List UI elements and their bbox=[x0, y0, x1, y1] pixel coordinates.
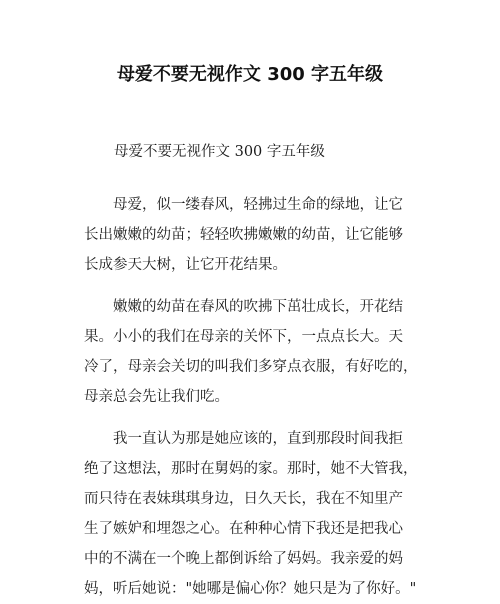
paragraph-line: 妈，听后她说："她哪是偏心你？她只是为了你好。" bbox=[84, 581, 417, 597]
document-subtitle: 母爱不要无视作文 300 字五年级 bbox=[114, 144, 325, 160]
paragraph-line: 嫩嫩的幼苗在春风的吹拂下茁壮成长，开花结 bbox=[113, 299, 403, 315]
paragraph-line: 生了嫉妒和埋怨之心。在种种心情下我还是把我心 bbox=[84, 521, 403, 537]
paragraph-line: 长出嫩嫩的幼苗；轻轻吹拂嫩嫩的幼苗，让它能够 bbox=[84, 227, 403, 243]
paragraph-line: 中的不满在一个晚上都倒诉给了妈妈。我亲爱的妈 bbox=[84, 551, 403, 567]
paragraph-line: 母爱，似一缕春风，轻拂过生命的绿地，让它 bbox=[113, 197, 403, 213]
paragraph-line: 绝了这想法，那时在舅妈的家。那时，她不大管我， bbox=[84, 461, 418, 477]
paragraph-2 bbox=[84, 292, 432, 412]
paragraph-line: 而只待在表妹琪琪身边，日久天长，我在不知里产 bbox=[84, 491, 403, 507]
paragraph-1 bbox=[84, 190, 432, 280]
paragraph-line: 果。小小的我们在母亲的关怀下，一点点长大。天 bbox=[84, 329, 403, 345]
paragraph-line: 我一直认为那是她应该的，直到那段时间我拒 bbox=[113, 431, 403, 447]
paragraph-line: 母亲总会先让我们吃。 bbox=[84, 389, 229, 405]
document-title: 母爱不要无视作文 300 字五年级 bbox=[116, 64, 384, 85]
paragraph-3 bbox=[84, 424, 432, 604]
paragraph-line: 长成参天大树，让它开花结果。 bbox=[84, 257, 287, 273]
paragraph-line: 冷了，母亲会关切的叫我们多穿点衣服，有好吃的， bbox=[84, 359, 418, 375]
